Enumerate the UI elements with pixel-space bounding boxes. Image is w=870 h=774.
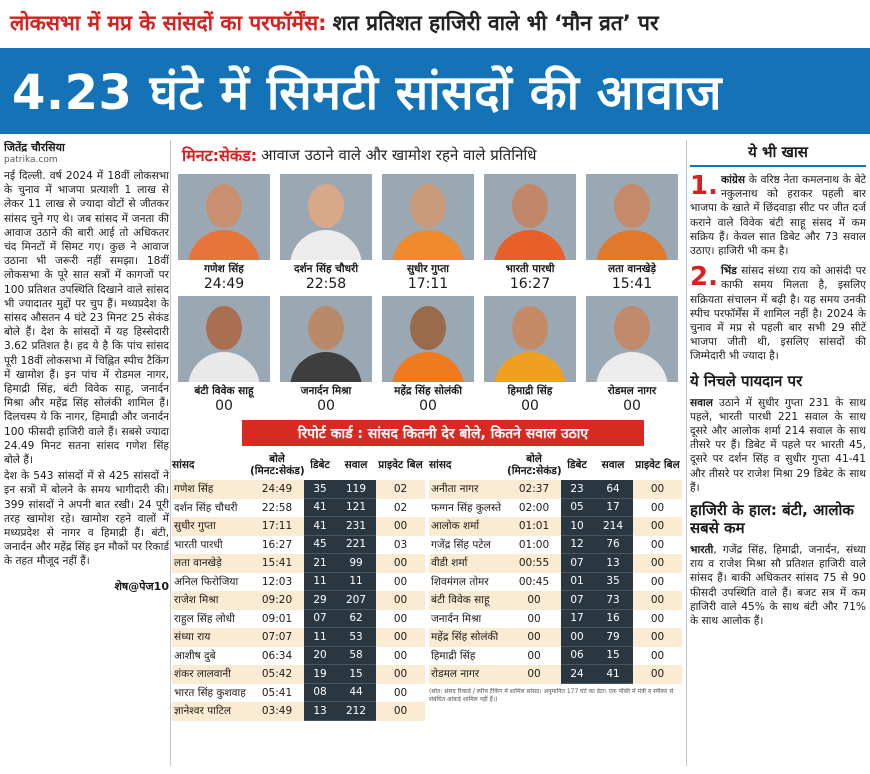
report-card-table <box>172 450 682 722</box>
cell-mp-name: बंटी विवेक साहू <box>431 594 490 607</box>
cell-questions: 16 <box>593 610 633 629</box>
mp-time: 00 <box>521 398 539 414</box>
mp-card <box>178 296 270 414</box>
table-row <box>172 573 425 592</box>
cell-private-bill: 00 <box>650 612 665 625</box>
cell-spoke-time: 05:42 <box>261 668 293 681</box>
cell-debate: 29 <box>304 591 336 610</box>
cell-questions: 121 <box>336 499 376 518</box>
sidebar-paragraph <box>690 396 866 495</box>
point-lead: भिंड <box>720 265 737 278</box>
cell-private-bill: 02 <box>393 501 408 514</box>
mp-name: भारती पारधी <box>505 263 555 275</box>
cell-mp-name: जनार्दन मिश्रा <box>431 612 482 625</box>
cell-private-bill: 03 <box>393 538 408 551</box>
article-paragraph: देश के 543 सांसदों में से 425 सांसदों ने इन सत्रों में बोलने के समय भागीदारी की। 399 सांसदों ने अपनी बात रखी। 24 पूरी तरह खामोश रहे। खामोश रहने वालों में मध्यप्रदेश से नागर व हिमाद्री हैं। बंटी, जनार्दन और महेंद्र सिंह इन मौकों पर रिकार्ड के तहत मौजूद नहीं हैं। <box>4 470 169 568</box>
mp-time: 00 <box>419 398 437 414</box>
mp-name: रोडमल नागर <box>607 385 657 397</box>
point-number: 1. <box>690 171 718 201</box>
cell-questions: 15 <box>336 665 376 684</box>
table-row <box>172 610 425 629</box>
cell-spoke-time: 02:00 <box>518 501 550 514</box>
table-row <box>172 684 425 703</box>
cell-spoke-time: 17:11 <box>261 520 293 533</box>
cell-questions: 64 <box>593 480 633 499</box>
cell-questions: 212 <box>336 702 376 721</box>
minute-section-heading <box>172 140 682 170</box>
cell-questions: 99 <box>336 554 376 573</box>
mp-name: बंटी विवेक साहू <box>194 385 254 397</box>
cell-private-bill: 00 <box>650 594 665 607</box>
cell-questions: 62 <box>336 610 376 629</box>
cell-questions: 73 <box>593 591 633 610</box>
table-row <box>429 480 682 499</box>
mp-name: लता वानखेड़े <box>607 263 657 275</box>
sidebar-point <box>690 173 866 258</box>
mp-time: 15:41 <box>611 276 653 292</box>
cell-debate: 05 <box>561 499 593 518</box>
cell-spoke-time: 22:58 <box>261 501 293 514</box>
cell-questions: 79 <box>593 628 633 647</box>
table-row <box>172 647 425 666</box>
source-site: patrika.com <box>4 155 58 165</box>
cell-spoke-time: 00 <box>527 649 541 662</box>
sub-heading: ये निचले पायदान पर <box>690 371 803 390</box>
cell-private-bill: 00 <box>650 649 665 662</box>
cell-questions: 11 <box>336 573 376 592</box>
cell-mp-name: शिवमंगल तोमर <box>431 575 489 588</box>
source-note: (स्रोत: संसद रिकार्ड / स्पीच टैकिंग में शामिल सांसद। अनुमानित 177 घंटे का डेटा। एक पंक्ति में मंत्री व स्पीकर से संबंधित आंकड़े शामिल नहीं हैं।) <box>429 687 674 703</box>
header-private-bill: प्राइवेट बिल <box>378 459 423 471</box>
table-row <box>429 647 682 666</box>
mp-name: जनार्दन मिश्रा <box>300 385 352 397</box>
cell-mp-name: अनीता नागर <box>431 483 479 496</box>
cell-debate: 24 <box>561 665 593 684</box>
paragraph-lead: भारती <box>690 544 714 557</box>
headline-strip-black: शत प्रतिशत हाजिरी वाले भी ‘मौन व्रत’ पर <box>332 11 659 35</box>
mp-photo <box>178 296 270 382</box>
cell-questions: 35 <box>593 573 633 592</box>
byline: जितेंद्र चौरसिया <box>4 141 65 154</box>
silent-mps-row <box>172 296 682 414</box>
cell-questions: 214 <box>593 517 633 536</box>
cell-private-bill: 00 <box>650 557 665 570</box>
headline-strip-red: लोकसभा में मप्र के सांसदों का परफॉर्मेंस: <box>10 11 327 35</box>
cell-debate: 13 <box>304 702 336 721</box>
right-sidebar <box>690 140 866 774</box>
cell-spoke-time: 02:37 <box>518 483 550 496</box>
cell-private-bill: 00 <box>393 612 408 625</box>
article-body <box>4 169 169 569</box>
sidebar-paragraph <box>690 543 866 628</box>
cell-questions: 119 <box>336 480 376 499</box>
cell-private-bill: 00 <box>650 483 665 496</box>
header-spoke: बोले (मिनट:सेकंड) <box>507 453 562 477</box>
mp-card <box>280 296 372 414</box>
cell-spoke-time: 00 <box>527 631 541 644</box>
mp-time: 17:11 <box>407 276 449 292</box>
center-section <box>172 140 682 774</box>
mp-name: दर्शन सिंह चौधरी <box>293 263 359 275</box>
point-lead: कांग्रेस <box>720 174 745 186</box>
table-row <box>172 628 425 647</box>
cell-mp-name: सुधीर गुप्ता <box>174 520 216 533</box>
table-row <box>429 573 682 592</box>
point-text: के वरिष्ठ नेता कमलनाथ के बेटे नकुलनाथ को हराकर पहली बार भाजपा के खाते में छिंदवाड़ा सीट पर जीत दर्ज कराने वाले विवेक बंटी साहू संसद में कम सक्रिय हैं। केवल सात डिबेट और 73 सवाल उठाए। हाजिरी भी कम है। <box>690 174 866 258</box>
cell-debate: 45 <box>304 536 336 555</box>
cell-private-bill: 00 <box>393 557 408 570</box>
cell-mp-name: गणेश सिंह <box>174 483 214 496</box>
paragraph-text: उठाने में सुधीर गुप्ता 231 के साथ पहले, भारती पारधी 221 सवाल के साथ दूसरे और आलोक शर्मा 214 सवाल के साथ तीसरे पर हैं। डिबेट में पहले पर भारती 45, दूसरे पर दर्शन सिंह व सुधीर गुप्ता 41-41 और तीसरे पर राजेश मिश्रा 29 डिबेट के साथ हैं। <box>690 396 866 494</box>
cell-questions: 15 <box>593 647 633 666</box>
cell-spoke-time: 01:01 <box>518 520 550 533</box>
mp-photo <box>586 174 678 260</box>
cell-spoke-time: 00:55 <box>518 557 550 570</box>
cell-spoke-time: 05:41 <box>261 686 293 699</box>
cell-private-bill: 00 <box>393 686 408 699</box>
cell-private-bill: 00 <box>650 520 665 533</box>
header-debate: डिबेट <box>310 459 330 471</box>
cell-mp-name: गजेंद्र सिंह पटेल <box>431 538 491 551</box>
minute-section-label: मिनट:सेकंड: <box>182 146 258 165</box>
cell-spoke-time: 03:49 <box>261 705 293 718</box>
cell-private-bill: 00 <box>393 575 408 588</box>
cell-private-bill: 00 <box>393 631 408 644</box>
mp-card <box>586 174 678 292</box>
table-body <box>172 480 425 721</box>
cell-mp-name: लता वानखेड़े <box>174 557 222 570</box>
table-body <box>429 480 682 684</box>
cell-debate: 10 <box>561 517 593 536</box>
cell-private-bill: 00 <box>650 575 665 588</box>
cell-debate: 07 <box>304 610 336 629</box>
cell-mp-name: भारती पारधी <box>174 538 223 551</box>
cell-debate: 17 <box>561 610 593 629</box>
cell-spoke-time: 06:34 <box>261 649 293 662</box>
cell-spoke-time: 00 <box>527 594 541 607</box>
mp-card <box>484 296 576 414</box>
column-divider <box>686 140 687 766</box>
cell-debate: 35 <box>304 480 336 499</box>
cell-spoke-time: 15:41 <box>261 557 293 570</box>
cell-debate: 08 <box>304 684 336 703</box>
cell-debate: 11 <box>304 573 336 592</box>
mp-time: 22:58 <box>305 276 347 292</box>
header-questions: सवाल <box>344 459 368 471</box>
cell-mp-name: शंकर लालवानी <box>174 668 231 681</box>
mp-time: 00 <box>317 398 335 414</box>
cell-questions: 58 <box>336 647 376 666</box>
header-questions: सवाल <box>601 459 625 471</box>
sidebar-heading: ये भी खास <box>690 142 866 167</box>
cell-questions: 17 <box>593 499 633 518</box>
mp-name: गणेश सिंह <box>204 263 244 275</box>
cell-questions: 41 <box>593 665 633 684</box>
sub-heading: हाजिरी के हाल: बंटी, आलोक सबसे कम <box>690 501 854 538</box>
cell-mp-name: वीडी शर्मा <box>431 557 468 570</box>
mp-photo <box>280 174 372 260</box>
cell-debate: 41 <box>304 499 336 518</box>
table-row <box>429 610 682 629</box>
cell-private-bill: 00 <box>393 594 408 607</box>
cell-debate: 21 <box>304 554 336 573</box>
column-divider <box>170 140 171 766</box>
table-row <box>429 665 682 684</box>
header-private-bill: प्राइवेट बिल <box>635 459 680 471</box>
cell-questions: 221 <box>336 536 376 555</box>
cell-private-bill: 02 <box>393 483 408 496</box>
table-row <box>429 517 682 536</box>
mp-name: सुधीर गुप्ता <box>406 263 450 275</box>
continued-note: शेष@पेज10 <box>114 579 169 593</box>
mp-photo <box>178 174 270 260</box>
header-debate: डिबेट <box>567 459 587 471</box>
cell-spoke-time: 01:00 <box>518 538 550 551</box>
cell-private-bill: 00 <box>650 501 665 514</box>
paragraph-lead: सवाल <box>690 396 713 409</box>
report-table-left <box>172 450 425 722</box>
table-row <box>172 499 425 518</box>
cell-mp-name: महेंद्र सिंह सोलंकी <box>431 631 499 644</box>
report-table-right <box>429 450 682 722</box>
cell-debate: 23 <box>561 480 593 499</box>
mp-card <box>280 174 372 292</box>
cell-mp-name: फग्गन सिंह कुलस्ते <box>431 501 502 514</box>
cell-private-bill: 00 <box>393 649 408 662</box>
cell-mp-name: भारत सिंह कुशवाह <box>174 686 246 699</box>
cell-mp-name: रोडमल नागर <box>431 668 480 681</box>
table-row <box>172 517 425 536</box>
cell-debate: 06 <box>561 647 593 666</box>
cell-private-bill: 00 <box>650 668 665 681</box>
cell-mp-name: राजेश मिश्रा <box>174 594 219 607</box>
mp-card <box>382 296 474 414</box>
headline-strip <box>0 0 870 46</box>
cell-mp-name: दर्शन सिंह चौधरी <box>174 501 238 514</box>
table-row <box>172 536 425 555</box>
table-row <box>429 591 682 610</box>
cell-private-bill: 00 <box>393 668 408 681</box>
mp-photo <box>382 296 474 382</box>
main-headline-banner <box>0 48 870 134</box>
cell-spoke-time: 00:45 <box>518 575 550 588</box>
mp-time: 00 <box>215 398 233 414</box>
cell-mp-name: आलोक शर्मा <box>431 520 480 533</box>
mp-photo <box>484 174 576 260</box>
cell-spoke-time: 16:27 <box>261 538 293 551</box>
cell-spoke-time: 07:07 <box>261 631 293 644</box>
cell-questions: 44 <box>336 684 376 703</box>
point-text: सांसद संध्या राय को आसंदी पर काफी समय मिलता है, इसलिए सक्रियता संचालन में बढ़ी है। यह समय उनकी स्पीच परफॉर्मेंस में शामिल नहीं है। 2024 के चुनाव में मप्र से पहली बार सभी 29 सीटें भाजपा जीती थी, इसलिए सांसदों की जिम्मेदारी भी ज्यादा है। <box>690 265 866 363</box>
mp-name: महेंद्र सिंह सोलंकी <box>394 385 462 397</box>
mp-name: हिमाद्री सिंह <box>507 385 553 397</box>
table-row <box>429 499 682 518</box>
cell-mp-name: राहुल सिंह लोधी <box>174 612 235 625</box>
table-header <box>172 450 425 480</box>
cell-spoke-time: 09:01 <box>261 612 293 625</box>
left-article-column <box>4 140 169 774</box>
mp-card <box>382 174 474 292</box>
cell-spoke-time: 24:49 <box>261 483 293 496</box>
cell-questions: 231 <box>336 517 376 536</box>
cell-debate: 07 <box>561 554 593 573</box>
minute-section-title: आवाज उठाने वाले और खामोश रहने वाले प्रतिनिधि <box>261 146 537 164</box>
cell-private-bill: 00 <box>650 538 665 551</box>
table-row <box>429 536 682 555</box>
cell-questions: 76 <box>593 536 633 555</box>
mp-card <box>484 174 576 292</box>
mp-photo <box>382 174 474 260</box>
header-mp: सांसद <box>429 459 452 471</box>
cell-debate: 01 <box>561 573 593 592</box>
mp-photo <box>484 296 576 382</box>
top-speakers-row <box>172 174 682 292</box>
header-spoke: बोले (मिनट:सेकंड) <box>250 453 305 477</box>
cell-spoke-time: 09:20 <box>261 594 293 607</box>
mp-photo <box>586 296 678 382</box>
cell-debate: 12 <box>561 536 593 555</box>
cell-debate: 00 <box>561 628 593 647</box>
cell-private-bill: 00 <box>393 705 408 718</box>
table-row <box>429 554 682 573</box>
article-paragraph: नई दिल्ली. वर्ष 2024 में 18वीं लोकसभा के चुनाव में भाजपा प्रत्याशी 1 लाख से लेकर 11 लाख से ज्यादा वोटों से जीतकर सांसद चुने गए थे। जब सांसद में जनता की आवाज उठाने की बारी आई तो अधिकतर चंद मिनटों में सिमट गए। कुछ ने आवाज उठाना भी जरूरी नहीं समझा। 18वीं लोकसभा के पूरे सात सत्रों में कागजों पर 100 प्रतिशत उपस्थिति दिखाने वाले सांसद भी ज्यादातर मुद्दों पर चुप हैं। मध्यप्रदेश के सांसद औसतन 4 घंटे 23 मिनट 25 सेकंड बोले हैं। देश के सांसदों में यह हिस्सेदारी 3.62 प्रतिशत है। हद ये है कि पांच सांसद पूरी 18वीं लोकसभा में चिह्नित स्पीच टैकिंग में खामोश हैं। इन पांच में रोडमल नागर, हिमाद्री सिंह, बंटी विवेक साहू, जनार्दन मिश्रा और महेंद्र सिंह सोलंकी शामिल हैं। दिलचस्प ये कि नागर, हिमाद्री और जनार्दन 100 फीसदी हाजिरी वाले हैं। सबसे ज्यादा 24.49 मिनट सतना सांसद गणेश सिंह बोले हैं। <box>4 170 169 467</box>
mp-card <box>178 174 270 292</box>
cell-debate: 19 <box>304 665 336 684</box>
point-number: 2. <box>690 262 718 293</box>
cell-debate: 41 <box>304 517 336 536</box>
mp-time: 16:27 <box>509 276 551 292</box>
cell-debate: 07 <box>561 591 593 610</box>
cell-private-bill: 00 <box>650 631 665 644</box>
cell-mp-name: अनिल फिरोजिया <box>174 575 239 588</box>
cell-mp-name: संध्या राय <box>174 631 211 644</box>
table-row <box>172 665 425 684</box>
table-row <box>172 702 425 721</box>
table-header <box>429 450 682 480</box>
cell-spoke-time: 00 <box>527 668 541 681</box>
mp-time: 24:49 <box>203 276 245 292</box>
cell-spoke-time: 12:03 <box>261 575 293 588</box>
paragraph-text: , गजेंद्र सिंह, हिमाद्री, जनार्दन, संध्या राय व राजेश मिश्रा सौ प्रतिशत हाजिरी वाले सांसद हैं। बाकी अधिकतर सांसद 75 से 90 फीसदी उपस्थिति वाले हैं। बजट सत्र में कम हाजिरी वाले 45% के साथ बंटी और 71% के साथ आलोक हैं। <box>690 544 866 628</box>
cell-mp-name: ज्ञानेश्वर पाटिल <box>174 705 232 718</box>
table-row <box>172 480 425 499</box>
cell-questions: 207 <box>336 591 376 610</box>
cell-private-bill: 00 <box>393 520 408 533</box>
cell-questions: 13 <box>593 554 633 573</box>
cell-mp-name: हिमाद्री सिंह <box>431 649 476 662</box>
cell-debate: 11 <box>304 628 336 647</box>
cell-mp-name: आशीष दुबे <box>174 649 216 662</box>
cell-questions: 53 <box>336 628 376 647</box>
cell-spoke-time: 00 <box>527 612 541 625</box>
table-row <box>429 628 682 647</box>
table-row <box>172 591 425 610</box>
sidebar-point <box>690 264 866 363</box>
report-card-title: रिपोर्ट कार्ड : सांसद कितनी देर बोले, कितने सवाल उठाए <box>242 420 644 446</box>
mp-time: 00 <box>623 398 641 414</box>
mp-card <box>586 296 678 414</box>
header-mp: सांसद <box>172 459 195 471</box>
mp-photo <box>280 296 372 382</box>
table-row <box>172 554 425 573</box>
main-headline: 4.23 घंटे में सिमटी सांसदों की आवाज <box>12 64 723 121</box>
cell-debate: 20 <box>304 647 336 666</box>
